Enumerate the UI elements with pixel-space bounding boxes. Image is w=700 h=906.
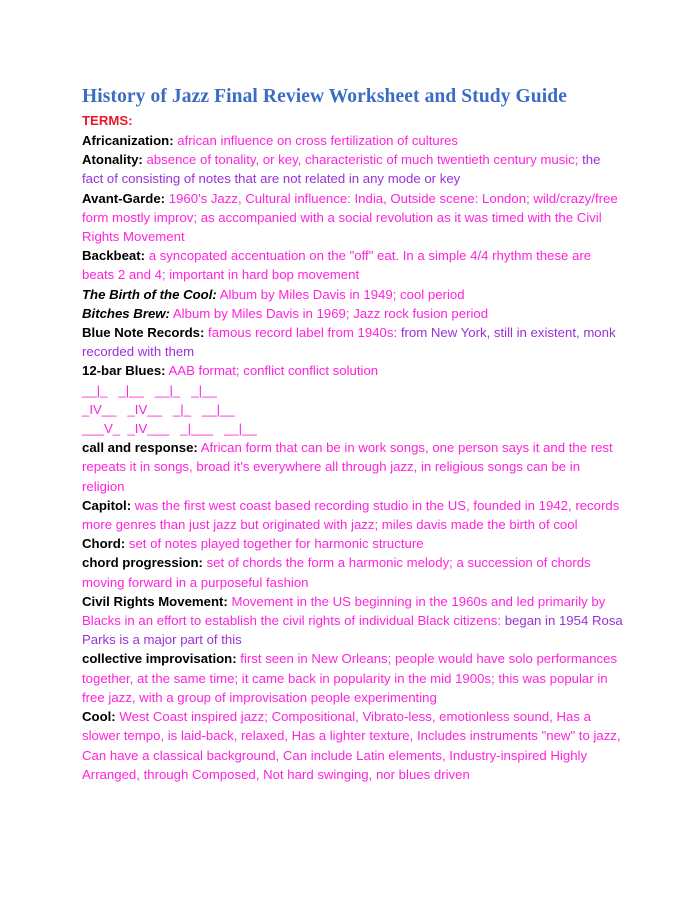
term-definition: Movement in the US beginning in the 1960s and led primarily by Blacks in an effort to establish the civil rights of individual Black citizens: xyxy=(82,593,606,629)
term-label: 12-bar Blues: xyxy=(82,363,166,379)
term-entry xyxy=(82,649,625,707)
term-separator: : xyxy=(169,133,174,148)
term-label: The Birth of the Cool: xyxy=(82,286,217,302)
blues-chart-line: ___V_ _IV___ _|___ __|__ xyxy=(82,421,257,437)
term-label: Capitol: xyxy=(82,497,132,513)
terms-section-heading xyxy=(82,111,625,130)
term-entry xyxy=(82,592,625,650)
blues-chart-line: _IV__ _IV__ _|_ __|__ xyxy=(82,401,235,417)
term-definition: 1960's Jazz, Cultural influence: India, Outside scene: London; wild/crazy/free form mostly improv; as accompanied with a social revolution as it was timed with the Civil Rights Movement xyxy=(82,190,618,245)
term-label: call and response: xyxy=(82,440,198,456)
term-definition: famous record label from 1940s: xyxy=(204,325,401,341)
term-entry xyxy=(82,361,625,380)
term-definition: was the first west coast based recording studio in the US, founded in 1942, records more genres than just jazz but originated with jazz; miles davis made the birth of cool xyxy=(82,497,620,533)
term-definition: African form that can be in work songs, one person says it and the rest repeats it in songs, broad it's everywhere all through jazz, in religious songs can be in religion xyxy=(82,440,613,494)
term-definition: AAB format; conflict conflict solution xyxy=(165,363,379,379)
term-label: chord progression: xyxy=(82,555,203,571)
term-definition: first seen in New Orleans; people would have solo performances together, at the same time; it came back in popularity in the mid 1900s; this was popular in free jazz, with a group of improvisation people experimenting xyxy=(82,651,618,705)
term-entry xyxy=(82,323,625,361)
term-label: Atonality: xyxy=(82,152,143,168)
term-entry xyxy=(82,707,625,784)
term-definition-secondary: the fact of consisting of notes that are not related in any mode or key xyxy=(82,152,601,187)
terms-list-part-two xyxy=(82,438,625,784)
term-definition: a syncopated accentuation on the "off" eat. In a simple 4/4 rhythm these are beats 2 and 4; important in hard bop movement xyxy=(82,248,592,283)
twelve-bar-blues-chart xyxy=(82,381,625,439)
term-entry xyxy=(82,553,625,591)
term-separator: : xyxy=(160,190,166,206)
term-label: Chord: xyxy=(82,536,126,552)
term-definition: set of notes played together for harmonic structure xyxy=(125,536,424,552)
term-label: collective improvisation: xyxy=(82,651,237,667)
page-title: History of Jazz Final Review Worksheet and Study Guide xyxy=(82,86,567,107)
term-entry xyxy=(82,438,625,496)
term-entry xyxy=(82,150,625,188)
term-definition: set of chords the form a harmonic melody; a succession of chords moving forward in a purposeful fashion xyxy=(82,555,591,590)
term-entry xyxy=(82,534,625,553)
term-entry xyxy=(82,131,625,150)
term-definition-secondary: began in 1954 Rosa Parks is a major part of this xyxy=(82,613,623,648)
terms-list-part-one xyxy=(82,131,625,381)
term-definition: Album by Miles Davis in 1969; Jazz rock fusion period xyxy=(169,305,489,321)
term-label: Backbeat: xyxy=(82,248,146,264)
terms-colon: : xyxy=(128,113,133,128)
term-definition: absence of tonality, or key, characteristic of much twentieth century music; xyxy=(142,152,583,168)
term-definition: african influence on cross fertilization of cultures xyxy=(173,133,459,148)
term-label: Africanization xyxy=(82,133,170,148)
blues-chart-line: __|_ _|__ __|_ _|__ xyxy=(82,382,217,398)
term-label: Civil Rights Movement: xyxy=(82,593,228,609)
term-definition: Album by Miles Davis in 1949; cool period xyxy=(216,286,465,302)
term-label: Avant-Garde xyxy=(82,190,161,206)
term-entry xyxy=(82,246,625,284)
term-label: Blue Note Records: xyxy=(82,325,205,341)
term-definition-secondary: from New York, still in existent, monk recorded with them xyxy=(82,325,616,360)
terms-label: TERMS xyxy=(82,113,129,128)
term-label: Bitches Brew: xyxy=(82,305,170,321)
term-entry xyxy=(82,304,625,323)
term-entry xyxy=(82,285,625,304)
term-entry xyxy=(82,189,625,247)
term-entry xyxy=(82,496,625,534)
term-definition: West Coast inspired jazz; Compositional, Vibrato-less, emotionless sound, Has a slower tempo, is laid-back, relaxed, Has a lighter texture, Includes instruments "new" to jazz, Can have a classical background, Can include Latin elements, Industry-inspired Highly Arranged, through Composed, Not hard swinging, nor blues driven xyxy=(82,709,621,782)
term-label: Cool: xyxy=(82,709,116,725)
